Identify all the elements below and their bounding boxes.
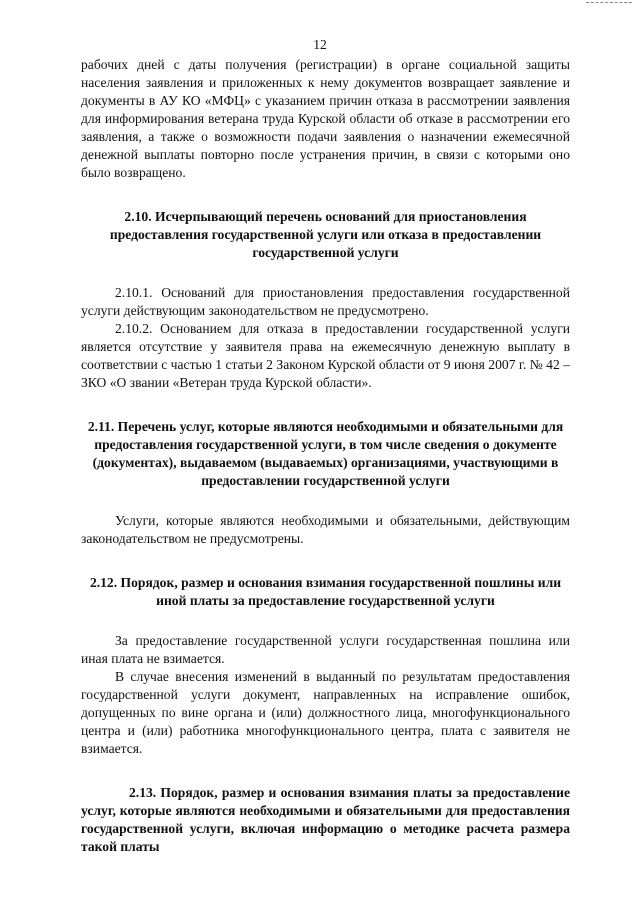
section-2-12-paragraph-1: За предоставление государственной услуги государственная пошлина или иная плата не взимается. [81, 633, 570, 666]
section-2-11-paragraph: Услуги, которые являются необходимыми и обязательными, действующим законодательством не предусмотрены. [81, 513, 570, 546]
document-body [81, 56, 570, 856]
section-2-10-heading: 2.10. Исчерпывающий перечень оснований для приостановления предоставления государственной услуги или отказа в предоставлении государственной услуги [109, 209, 542, 260]
section-2-10-2-paragraph: 2.10.2. Основанием для отказа в предоставлении государственной услуги является отсутствие у заявителя права на ежемесячную денежную выплату в соответствии с частью 1 статьи 2 Законом Курской области от 9 июня 2007 г. № 42 – ЗКО «О звании «Ветеран труда Курской области». [81, 321, 570, 390]
section-2-12-heading: 2.12. Порядок, размер и основания взимания государственной пошлины или иной платы за предоставление государственной услуги [89, 575, 562, 608]
section-2-13-heading: 2.13. Порядок, размер и основания взимания платы за предоставление услуг, которые являются необходимыми и обязательными для предоставления государственной услуги, включая информацию о методике расчета размера такой платы [81, 785, 570, 854]
section-2-12-paragraph-2: В случае внесения изменений в выданный по результатам предоставления государственной услуги документ, направленных на исправление ошибок, допущенных по вине органа и (или) должностного лица, многофункционального центра и (или) работника многофункционального центра, плата с заявителя не взимается. [81, 669, 570, 756]
intro-paragraph: рабочих дней с даты получения (регистрации) в органе социальной защиты населения заявления и приложенных к нему документов возвращает заявление и документы в АУ КО «МФЦ» с указанием причин отказа в рассмотрении заявления для информирования ветерана труда Курской области об отказе в рассмотрении его заявления, а также о возможности подачи заявления о назначении ежемесячной денежной выплаты повторно после устранения причин, в связи с которыми оно было возвращено. [81, 57, 570, 180]
scan-corner-mark [586, 2, 632, 5]
section-2-10-1-paragraph: 2.10.1. Оснований для приостановления предоставления государственной услуги действующим законодательством не предусмотрено. [81, 285, 570, 318]
page-number: 12 [313, 37, 327, 52]
section-2-11-heading: 2.11. Перечень услуг, которые являются необходимыми и обязательными для предоставления государственной услуги, в том числе сведения о документе (документах), выдаваемом (выдаваемых) организациями, участвующими в предоставлении государственной услуги [87, 419, 564, 488]
